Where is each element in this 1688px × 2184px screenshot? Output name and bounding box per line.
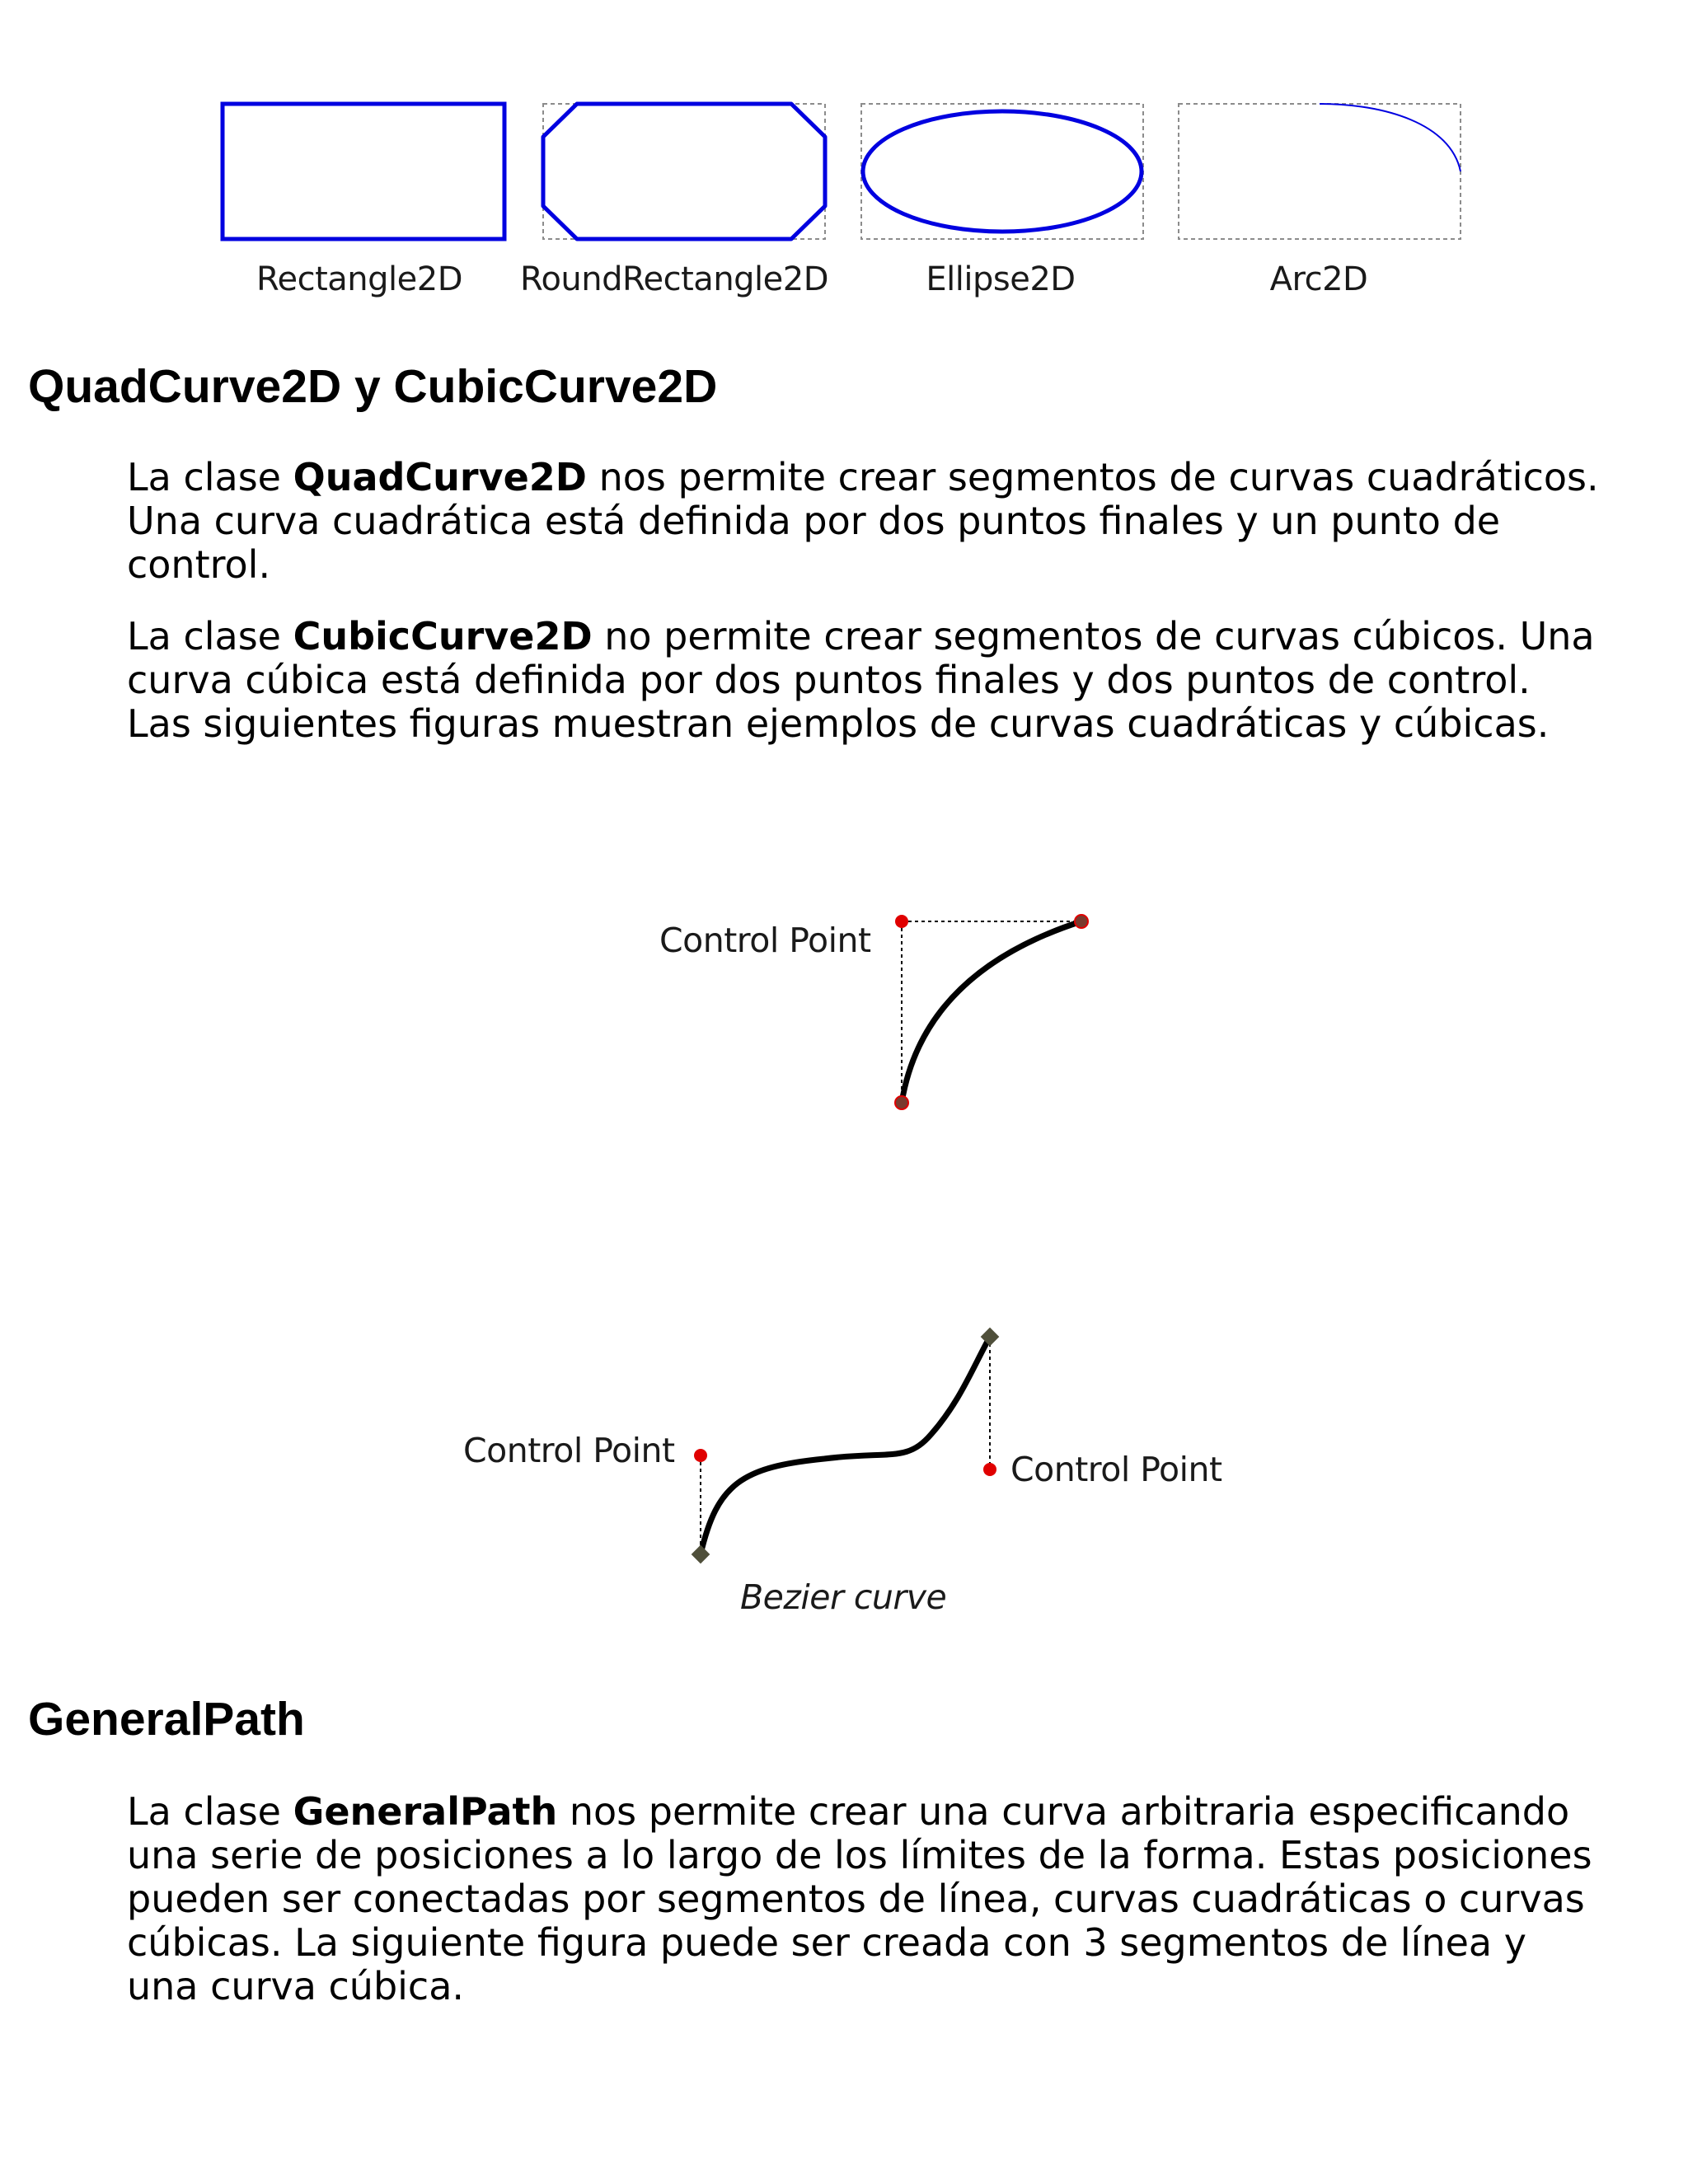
quad-curve <box>902 921 1081 1103</box>
p-gp-after: nos permite crear una curva arbitraria especificando una serie de posiciones a lo largo de los límites de la forma. Estas posiciones pueden ser conectadas por segmentos de línea, curvas cuadráticas o curvas cúbicas. La siguiente figura puede ser creada con 3 segmentos de línea y una curva cúbica. <box>127 1789 1592 2008</box>
cubic-control-point-right <box>983 1463 996 1476</box>
p-cubic-before: La clase <box>127 614 293 658</box>
p-gp-bold: GeneralPath <box>293 1789 558 1834</box>
paragraph-quadcurve <box>127 456 1602 587</box>
label-rectangle2d: Rectangle2D <box>256 260 463 298</box>
label-arc2d: Arc2D <box>1269 260 1368 298</box>
cubiccurve-figure <box>0 1310 1688 1574</box>
quad-end-point-top <box>1075 915 1088 928</box>
cubic-curve <box>701 1337 990 1554</box>
cubic-control-label-right: Control Point <box>1010 1450 1222 1489</box>
p-quad-bold: QuadCurve2D <box>293 455 587 499</box>
p-gp-before: La clase <box>127 1789 293 1834</box>
cubic-end-point-start <box>692 1545 710 1564</box>
roundrectangle2d-shape <box>543 104 825 239</box>
label-ellipse2d: Ellipse2D <box>926 260 1076 298</box>
section-title-generalpath: GeneralPath <box>28 1693 305 1746</box>
section-title-curves: QuadCurve2D y CubicCurve2D <box>28 360 718 413</box>
p-cubic-after: no permite crear segmentos de curvas cúbicos. Una curva cúbica está definida por dos puntos finales y dos puntos de control. Las siguientes figuras muestran ejemplos de curvas cuadráticas y cúbicas. <box>127 614 1595 746</box>
cubic-control-point-left <box>694 1449 707 1462</box>
ellipse-bounds <box>861 104 1143 239</box>
paragraph-cubiccurve <box>127 615 1602 746</box>
p-quad-after: nos permite crear segmentos de curvas cuadráticos. Una curva cuadrática está definida por dos puntos finales y un punto de control. <box>127 455 1599 587</box>
p-quad-before: La clase <box>127 455 293 499</box>
cubic-caption: Bezier curve <box>740 1577 947 1617</box>
roundrect-bounds <box>543 104 825 239</box>
paragraph-generalpath <box>127 1790 1602 2008</box>
quad-end-point-bottom <box>895 1096 908 1109</box>
arc2d-shape <box>1320 104 1461 171</box>
quad-control-point <box>895 915 908 928</box>
cubic-control-label-left: Control Point <box>463 1431 675 1470</box>
ellipse2d-shape <box>863 111 1142 232</box>
p-cubic-bold: CubicCurve2D <box>293 614 593 658</box>
rectangle2d-shape <box>223 104 504 239</box>
arc-bounds <box>1179 104 1461 239</box>
quad-control-label: Control Point <box>659 921 871 960</box>
shapes-figure <box>0 0 1688 264</box>
label-roundrectangle2d: RoundRectangle2D <box>519 260 829 298</box>
